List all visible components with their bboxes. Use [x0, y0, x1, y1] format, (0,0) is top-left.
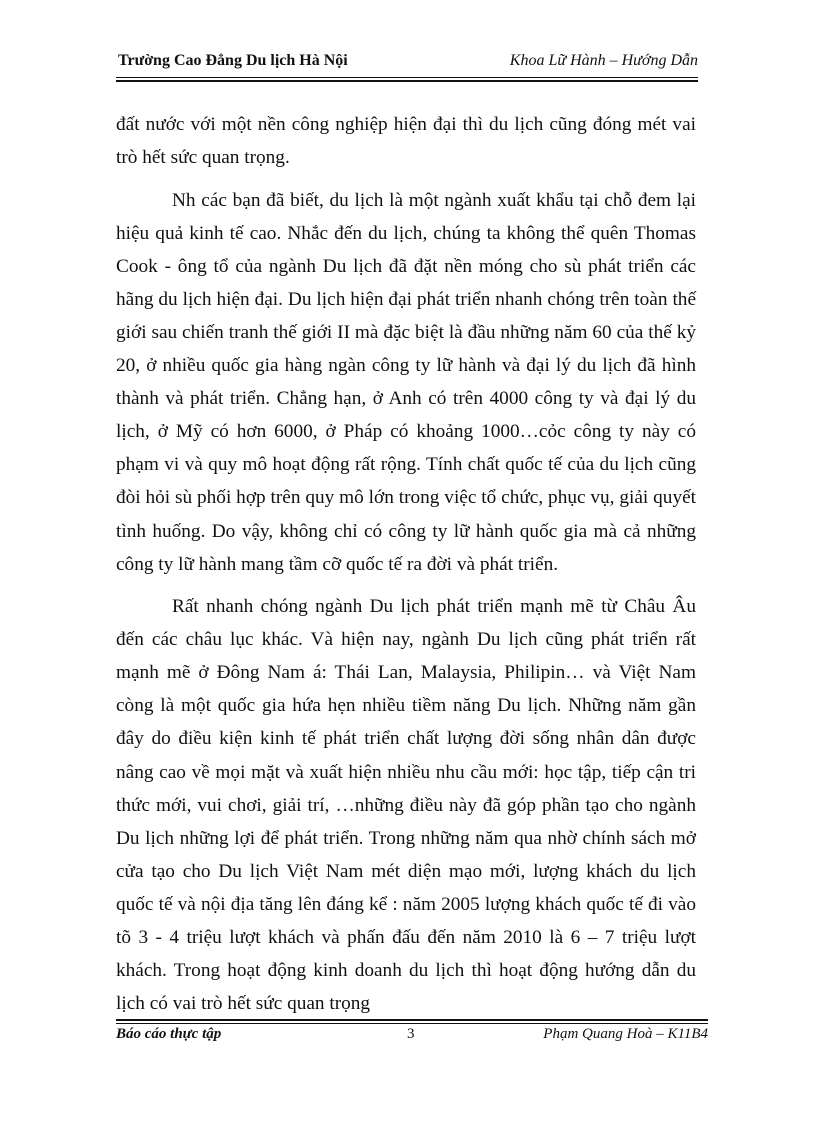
- paragraph: Rất nhanh chóng ngành Du lịch phát triển mạnh mẽ từ Châu Âu đến các châu lục khác. Và hiện nay, ngành Du lịch cũng phát triển rất mạnh mẽ ở Đông Nam á: Thái Lan, Malaysia, Philipin… và Việt Nam còng là một quốc gia hứa hẹn nhiều tiềm năng Du lịch. Những năm gần đây do điều kiện kinh tế phát triển chất lượng đời sống nhân dân được nâng cao về mọi mặt và xuất hiện nhiều nhu cầu mới: học tập, tiếp cận tri thức mới, vui chơi, giải trí, …những điều này đã góp phần tạo cho ngành Du lịch những lợi để phát triển. Trong những năm qua nhờ chính sách mở cửa tạo cho Du lịch Việt Nam mét diện mạo mới, lượng khách du lịch quốc tế và nội địa tăng lên đáng kể : năm 2005 lượng khách quốc tế đi vào tõ 3 - 4 triệu lượt khách và phấn đấu đến năm 2010 là 6 – 7 triệu lượt khách. Trong hoạt động kinh doanh du lịch thì hoạt động hướng dẫn du lịch có vai trò hết sức quan trọng: [116, 596, 696, 1015]
- paragraph: Nh các bạn đã biết, du lịch là một ngành xuất khẩu tại chỗ đem lại hiệu quả kinh tế cao. Nhắc đến du lịch, chúng ta không thể quên Thomas Cook - ông tổ của ngành Du lịch đã đặt nền móng cho sù phát triển các hãng du lịch hiện đại. Du lịch hiện đại phát triển nhanh chóng trên toàn thế giới sau chiến tranh thế giới II mà đặc biệt là đầu những năm 60 của thế kỷ 20, ở nhiều quốc gia hàng ngàn công ty lữ hành và đại lý du lịch đã hình thành và phát triển. Chẳng hạn, ở Anh có trên 4000 công ty và đại lý du lịch, ở Mỹ có hơn 6000, ở Pháp có khoảng 1000…cỏc công ty này có phạm vi và quy mô hoạt động rất rộng. Tính chất quốc tế của du lịch cũng đòi hỏi sù phối hợp trên quy mô lớn trong việc tổ chức, phục vụ, giải quyết tình huống. Do vậy, không chỉ có công ty lữ hành quốc gia mà cả những công ty lữ hành mang tầm cỡ quốc tế ra đời và phát triển.: [116, 189, 696, 575]
- footer-rule: [116, 1023, 708, 1024]
- header-rule-thick: [116, 80, 698, 82]
- footer-report-title: Báo cáo thực tập: [116, 1026, 222, 1042]
- footer-rule-thick: [116, 1019, 708, 1021]
- footer-author: Phạm Quang Hoà – K11B4: [543, 1026, 708, 1042]
- header-faculty-name: Khoa Lữ Hành – Hướng Dẫn: [509, 52, 698, 69]
- header-rule: [116, 77, 698, 78]
- body-text: [116, 108, 696, 1030]
- paragraph-continued: đất nước với một nền công nghiệp hiện đại thì du lịch cũng đóng mét vai trò hết sức quan trọng.: [116, 114, 696, 169]
- header-school-name: Trường Cao Đẳng Du lịch Hà Nội: [118, 52, 348, 69]
- page-footer: [116, 1019, 708, 1045]
- page-number: 3: [407, 1026, 415, 1042]
- page-header: [116, 50, 698, 80]
